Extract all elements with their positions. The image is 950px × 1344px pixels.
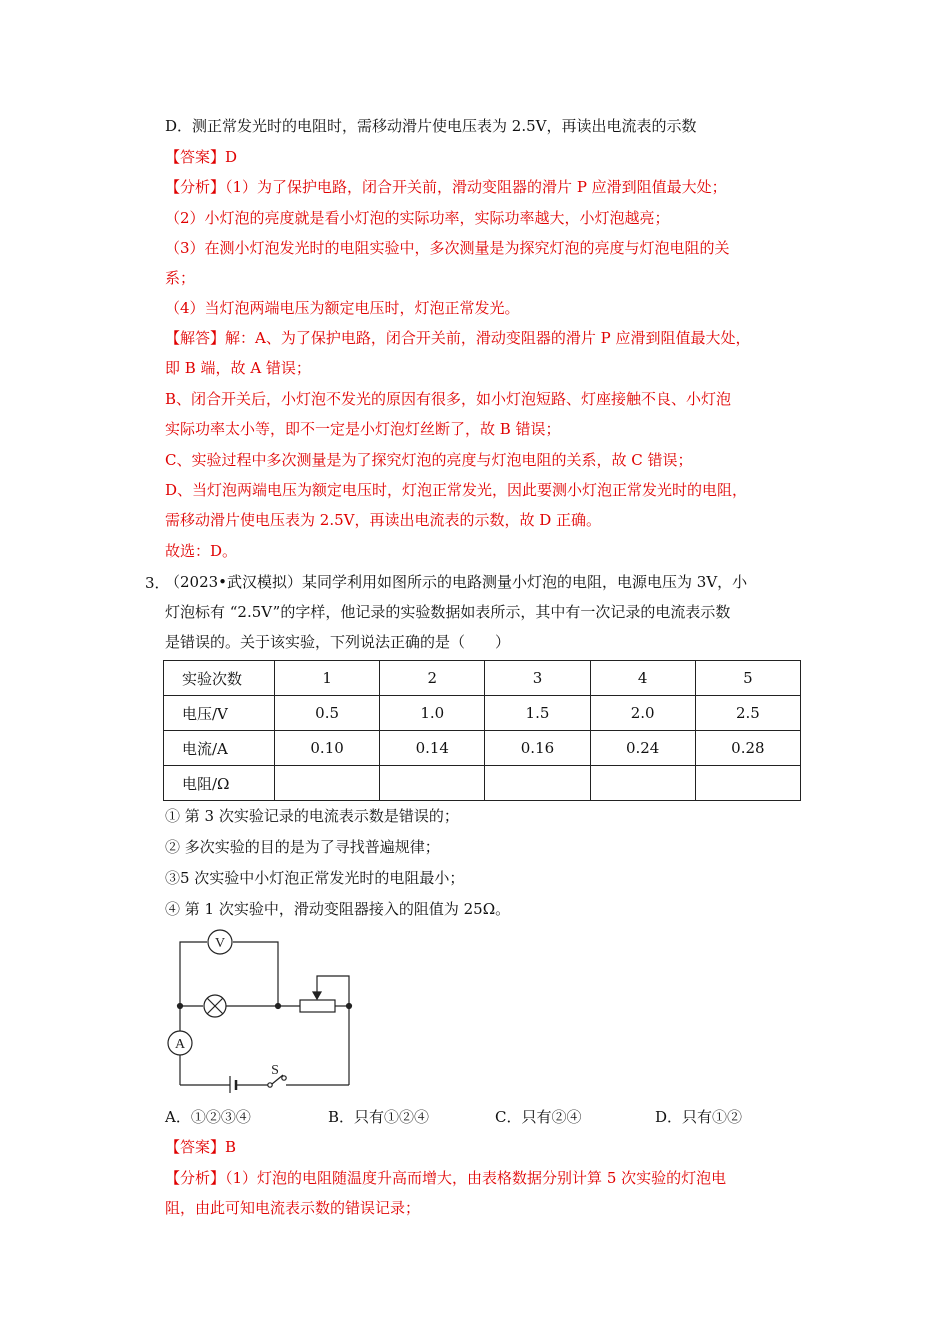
table-cell: 电压/V [164, 696, 275, 731]
table-cell: 0.10 [275, 731, 380, 766]
table-cell: 0.16 [485, 731, 590, 766]
table-cell [275, 766, 380, 801]
option-a: A．①②③④ [165, 1108, 251, 1126]
option-c: C．只有②④ [495, 1108, 582, 1126]
prev-solution-line: 即 B 端，故 A 错误； [165, 359, 311, 377]
question-stem-line: 是错误的。关于该实验，下列说法正确的是（ ） [165, 633, 511, 651]
prev-solution-line: B、闭合开关后，小灯泡不发光的原因有很多，如小灯泡短路、灯座接触不良、小灯泡 [165, 390, 732, 408]
table-row [164, 696, 801, 731]
statement: ② 多次实验的目的是为了寻找普遍规律； [165, 838, 440, 856]
prev-solution-line: 故选：D。 [165, 542, 238, 560]
table-row [164, 766, 801, 801]
table-cell: 4 [590, 661, 695, 696]
table-cell: 2.5 [695, 696, 800, 731]
table-row [164, 731, 801, 766]
table-cell: 0.5 [275, 696, 380, 731]
table-cell: 电阻/Ω [164, 766, 275, 801]
option-d: D．只有①② [655, 1108, 743, 1126]
question-stem-line: 灯泡标有 “2.5V”的字样，他记录的实验数据如表所示，其中有一次记录的电流表示数 [165, 603, 731, 621]
table-cell: 实验次数 [164, 661, 275, 696]
voltmeter-icon [208, 930, 232, 954]
table-cell: 1 [275, 661, 380, 696]
prev-analysis-line: 系； [165, 269, 196, 287]
table-header-row [164, 661, 801, 696]
option-b: B．只有①②④ [328, 1108, 430, 1126]
table-cell [695, 766, 800, 801]
lamp-icon [204, 995, 226, 1017]
analysis-line: 阻，由此可知电流表示数的错误记录； [165, 1199, 421, 1217]
statement: ④ 第 1 次实验中，滑动变阻器接入的阻值为 25Ω。 [165, 900, 511, 918]
table-cell: 2 [380, 661, 485, 696]
data-table [163, 660, 801, 801]
prev-solution-line: D、当灯泡两端电压为额定电压时，灯泡正常发光，因此要测小灯泡正常发光时的电阻， [165, 481, 748, 499]
switch-label: S [271, 1063, 279, 1078]
junction-dot [276, 1004, 281, 1009]
analysis-line: 【分析】（1）灯泡的电阻随温度升高而增大，由表格数据分别计算 5 次实验的灯泡电 [165, 1169, 727, 1187]
table-cell [380, 766, 485, 801]
table-cell: 2.0 [590, 696, 695, 731]
table-cell [590, 766, 695, 801]
statement: ① 第 3 次实验记录的电流表示数是错误的； [165, 807, 459, 825]
question-number: 3． [145, 574, 170, 592]
voltmeter-label: V [214, 936, 226, 951]
ammeter-icon [168, 1031, 192, 1055]
table-cell: 1.0 [380, 696, 485, 731]
answer: 【答案】B [165, 1138, 237, 1156]
circuit-diagram [163, 928, 363, 1093]
prev-analysis-line: （4）当灯泡两端电压为额定电压时，灯泡正常发光。 [165, 299, 520, 317]
table-cell: 1.5 [485, 696, 590, 731]
statement: ③5 次实验中小灯泡正常发光时的电阻最小； [165, 869, 465, 887]
wire [180, 942, 207, 1006]
table-cell: 5 [695, 661, 800, 696]
table-cell: 0.14 [380, 731, 485, 766]
question-stem-line: （2023•武汉模拟）某同学利用如图所示的电路测量小灯泡的电阻，电源电压为 3V，小 [165, 573, 748, 591]
prev-solution-line: C、实验过程中多次测量是为了探究灯泡的亮度与灯泡电阻的关系，故 C 错误； [165, 451, 693, 469]
option-d-text: D．测正常发光时的电阻时，需移动滑片使电压表为 2.5V，再读出电流表的示数 [165, 117, 697, 135]
table-cell: 0.24 [590, 731, 695, 766]
table-cell: 电流/A [164, 731, 275, 766]
switch-icon [268, 1063, 286, 1087]
prev-answer: 【答案】D [165, 148, 238, 166]
table-cell: 0.28 [695, 731, 800, 766]
prev-solution-line: 【解答】解：A、为了保护电路，闭合开关前，滑动变阻器的滑片 P 应滑到阻值最大处， [165, 329, 751, 347]
ammeter-label: A [174, 1037, 186, 1052]
prev-analysis-line: （2）小灯泡的亮度就是看小灯泡的实际功率，实际功率越大，小灯泡越亮； [165, 209, 670, 227]
battery-icon [230, 1076, 236, 1093]
prev-solution-line: 实际功率太小等，即不一定是小灯泡灯丝断了，故 B 错误； [165, 420, 561, 438]
prev-analysis-line: 【分析】（1）为了保护电路，闭合开关前，滑动变阻器的滑片 P 应滑到阻值最大处； [165, 178, 727, 196]
wire [233, 942, 278, 1006]
table-cell [485, 766, 590, 801]
table-cell: 3 [485, 661, 590, 696]
prev-analysis-line: （3）在测小灯泡发光时的电阻实验中，多次测量是为探究灯泡的亮度与灯泡电阻的关 [165, 239, 730, 257]
prev-solution-line: 需移动滑片使电压表为 2.5V，再读出电流表的示数，故 D 正确。 [165, 511, 602, 529]
